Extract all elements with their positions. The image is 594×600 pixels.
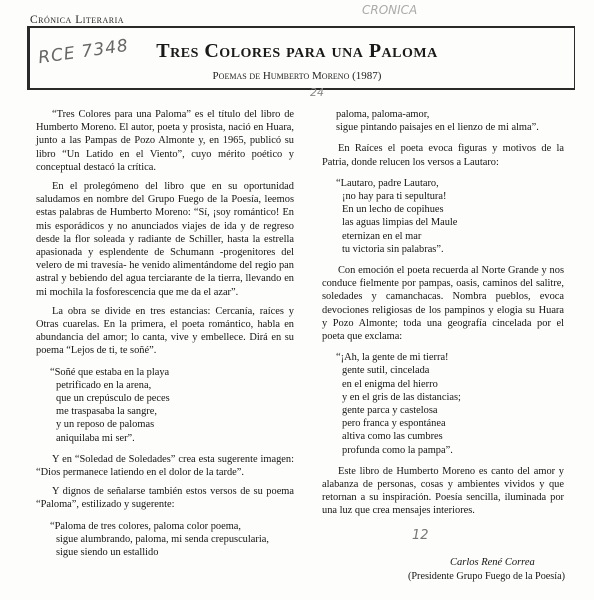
- poem-line: que un crepúsculo de peces: [56, 393, 170, 405]
- poem-gente-de-mi-tierra: [336, 351, 564, 457]
- poem-line: paloma, paloma-amor,: [336, 109, 430, 120]
- paragraph: Y en “Soledad de Soledades” crea esta sugerente imagen: “Dios permanece latiendo en el dolor de la tarde”.: [36, 453, 294, 479]
- poem-line: y un reposo de palomas: [56, 419, 155, 431]
- author-signature: Carlos René Correa: [450, 557, 535, 568]
- poem-paloma-continued: [336, 108, 564, 134]
- poem-lautaro: [336, 177, 564, 256]
- poem-line: gente parca y castelosa: [342, 405, 438, 417]
- poem-line: “Paloma de tres colores, paloma color poema,: [50, 520, 242, 532]
- paragraph: Este libro de Humberto Moreno es canto del amor y alabanza de personas, cosas y ambientes vividos y que retornan a su inspiración. Poesía sencilla, iluminada por una luz que crea mensajes interiores.: [322, 465, 564, 517]
- poem-line: En un lecho de copihues: [342, 204, 444, 216]
- right-column: [322, 108, 564, 524]
- poem-line: tu victoria sin palabras”.: [342, 243, 444, 255]
- article-title: Tres Colores para una Paloma: [156, 40, 438, 62]
- poem-line: sigue pintando paisajes en el lienzo de mi alma”.: [336, 122, 539, 134]
- paragraph: La obra se divide en tres estancias: Cercanía, raíces y Otras cuarelas. En la primera, el poeta romántico, habla en abundancia del amor; lo canta, vive y embellece. Dirá en su poema “Lejos de ti, te soñé”.: [36, 305, 294, 357]
- poem-line: gente sutil, cincelada: [342, 365, 430, 377]
- poem-line: aniquilaba mi ser”.: [56, 432, 135, 444]
- poem-line: “Lautaro, padre Lautaro,: [336, 177, 439, 189]
- poem-line: las aguas limpias del Maule: [342, 217, 458, 229]
- handwritten-mark: 24: [310, 86, 324, 99]
- poem-line: y en el gris de las distancias;: [342, 391, 461, 403]
- paragraph: “Tres Colores para una Paloma” es el título del libro de Humberto Moreno. El autor, poeta y prosista, nació en Huara, junto a las Pampas de Pozo Almonte y, en 1965, publicó su libro “Un Latido en el Viento”, cuyo mérito poético y conceptual destacó la crítica.: [36, 109, 294, 173]
- poem-line: altiva como las cumbres: [342, 431, 443, 443]
- handwritten-page-number: 12: [412, 528, 429, 543]
- poem-line: sigue siendo un estallido: [56, 547, 159, 559]
- article-subtitle: Poemas de Humberto Moreno (1987): [212, 70, 382, 82]
- poem-line: en el enigma del hierro: [342, 378, 438, 390]
- paragraph: En Raíces el poeta evoca figuras y motivos de la Patria, donde relucen los versos a Lautaro:: [322, 143, 564, 168]
- faint-top-mark: CRONICA: [362, 3, 418, 17]
- section-label: Crónica Literaria: [30, 14, 125, 26]
- paragraph: Y dignos de señalarse también estos versos de su poema “Paloma”, estilizado y sugerente:: [36, 486, 294, 511]
- poem-line: me traspasaba la sangre,: [56, 406, 157, 418]
- poem-line: eternizan en el mar: [342, 230, 422, 242]
- poem-line: “¡Ah, la gente de mi tierra!: [336, 352, 449, 364]
- handwritten-reference-code: RCE 7348: [37, 35, 131, 69]
- poem-line: profunda como la pampa”.: [342, 444, 453, 456]
- poem-line: “Soñé que estaba en la playa: [50, 366, 170, 378]
- poem-line: ¡no hay para ti sepultura!: [342, 191, 447, 203]
- poem-line: pero franca y espontánea: [342, 418, 446, 430]
- poem-line: sigue alumbrando, paloma, mi senda crepuscularia,: [56, 533, 269, 545]
- poem-line: petrificado en la arena,: [56, 379, 152, 391]
- paragraph: En el prolegómeno del libro que en su oportunidad saludamos en nombre del Grupo Fuego de la Poesía, leemos estas palabras de Humberto Moreno: “Sí, ¡soy romántico! En mis esporádicos y no anunciados viajes de ida y de regreso desde la flor soleada y radiante de Schiller, hasta la estrella apasionada y esplendente de Schumann -progenitores del velero de mi travesía- he venido alimentándome del regio pan astral y bebiendo del agua terciarante de la tierra, llevando en mi mochila la fosforescencia que me da el azar”.: [36, 181, 294, 298]
- poem-paloma: [50, 520, 294, 560]
- poem-lejos-de-ti: [50, 366, 294, 445]
- paragraph: Con emoción el poeta recuerda al Norte Grande y nos conduce fielmente por pampas, oasis, caminos del salitre, soledades y camanchacas. Nombra pueblos, evoca devociones religiosas de los pampinos y elogia su Huara y Pozo Almonte; toda una geografía cincelada por el poeta que exclama:: [322, 265, 564, 343]
- author-role: (Presidente Grupo Fuego de la Poesía): [408, 571, 566, 582]
- left-column: [36, 108, 294, 567]
